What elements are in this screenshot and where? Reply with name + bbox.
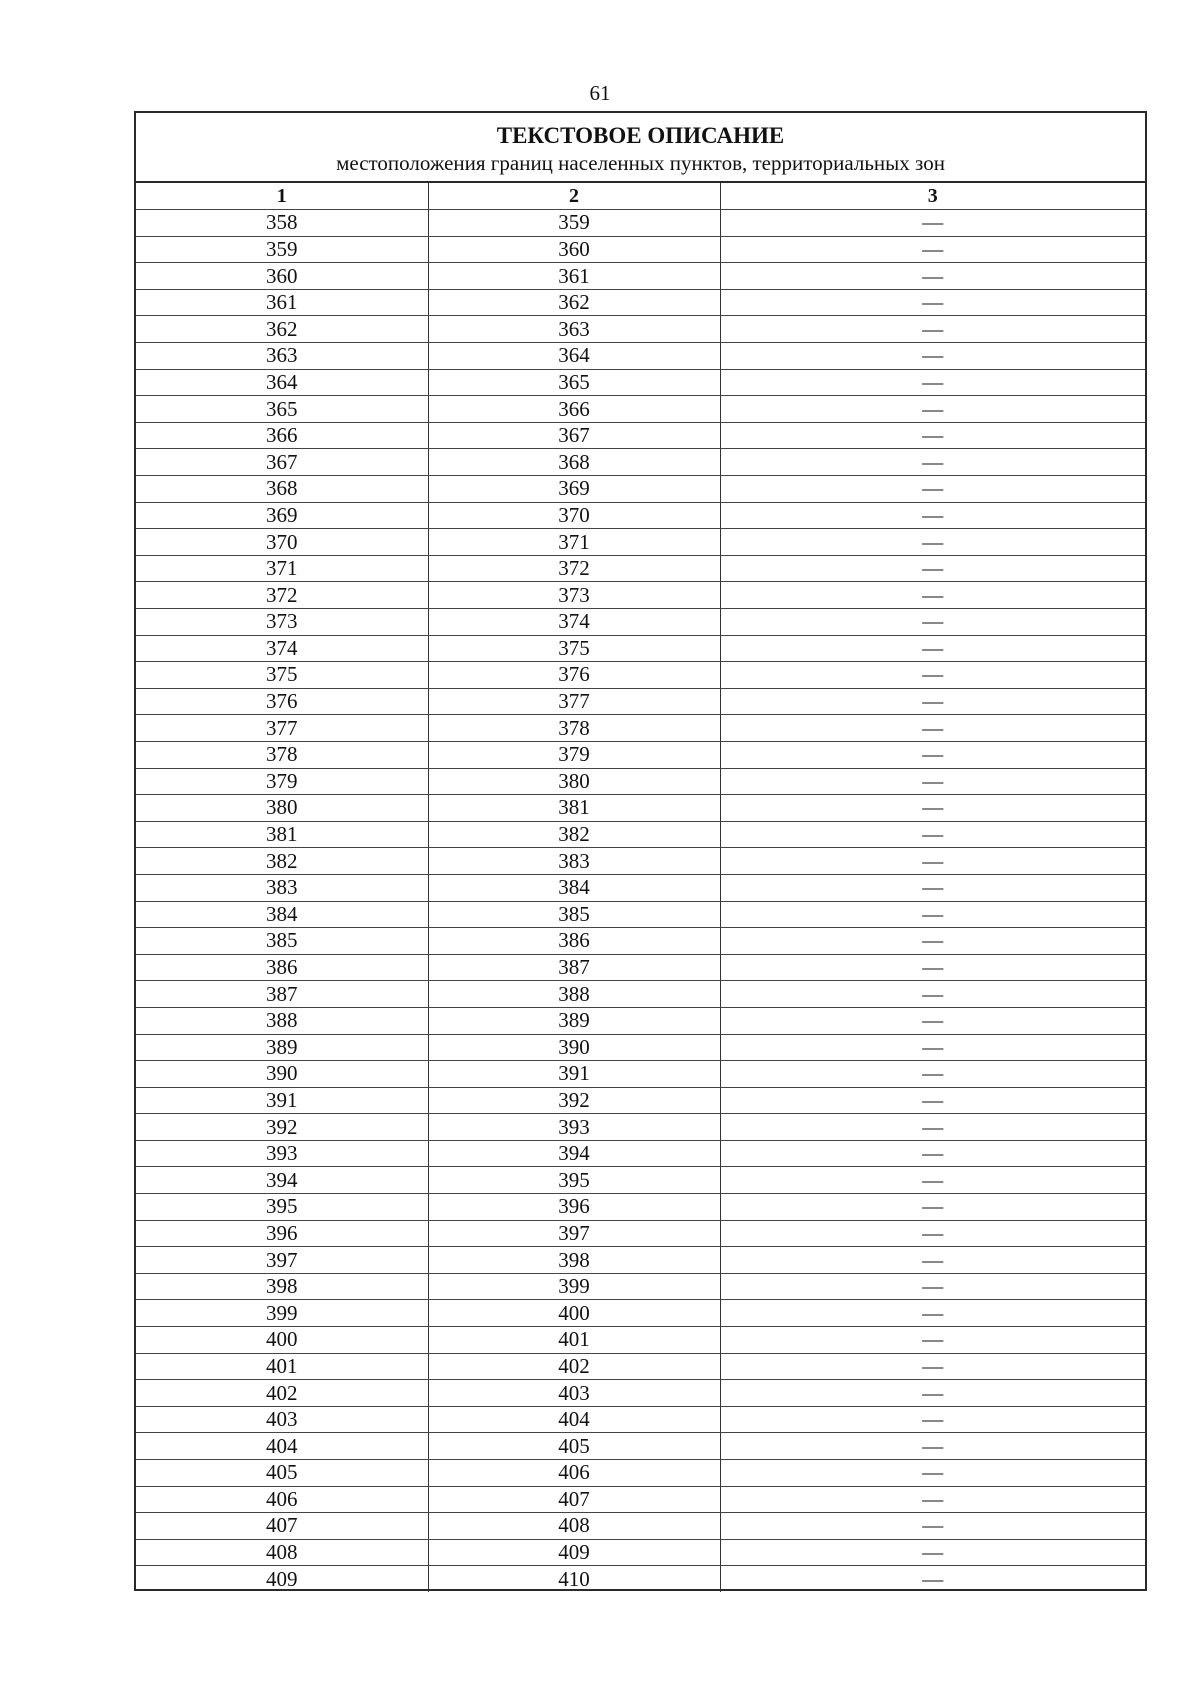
to-point-cell: 364 <box>428 343 720 370</box>
description-cell: — <box>720 1539 1145 1566</box>
description-cell: — <box>720 1406 1145 1433</box>
from-point-cell: 406 <box>136 1486 428 1513</box>
column-header-2: 2 <box>428 183 720 210</box>
to-point-cell: 397 <box>428 1220 720 1247</box>
to-point-cell: 392 <box>428 1087 720 1114</box>
table-row <box>136 449 1145 476</box>
table-row <box>136 1513 1145 1540</box>
column-header-3: 3 <box>720 183 1145 210</box>
to-point-cell: 389 <box>428 1007 720 1034</box>
description-cell: — <box>720 263 1145 290</box>
title-block <box>136 113 1145 183</box>
to-point-cell: 403 <box>428 1380 720 1407</box>
from-point-cell: 402 <box>136 1380 428 1407</box>
description-cell: — <box>720 1353 1145 1380</box>
description-cell: — <box>720 1486 1145 1513</box>
table-row <box>136 768 1145 795</box>
description-cell: — <box>720 1273 1145 1300</box>
from-point-cell: 408 <box>136 1539 428 1566</box>
table-row <box>136 1433 1145 1460</box>
to-point-cell: 377 <box>428 688 720 715</box>
table-row <box>136 1194 1145 1221</box>
document-subtitle: местоположения границ населенных пунктов, территориальных зон <box>336 151 945 175</box>
description-cell: — <box>720 1247 1145 1274</box>
from-point-cell: 407 <box>136 1513 428 1540</box>
table-row <box>136 1539 1145 1566</box>
description-cell: — <box>720 1087 1145 1114</box>
page-number: 61 <box>589 81 611 105</box>
table-row <box>136 688 1145 715</box>
from-point-cell: 397 <box>136 1247 428 1274</box>
description-cell: — <box>720 1220 1145 1247</box>
to-point-cell: 386 <box>428 928 720 955</box>
table-row <box>136 369 1145 396</box>
table-row <box>136 422 1145 449</box>
from-point-cell: 373 <box>136 609 428 636</box>
to-point-cell: 379 <box>428 741 720 768</box>
description-cell: — <box>720 1327 1145 1354</box>
from-point-cell: 387 <box>136 981 428 1008</box>
description-cell: — <box>720 1433 1145 1460</box>
description-cell: — <box>720 741 1145 768</box>
table-row <box>136 1007 1145 1034</box>
description-cell: — <box>720 635 1145 662</box>
table-row <box>136 289 1145 316</box>
to-point-cell: 395 <box>428 1167 720 1194</box>
table-row <box>136 1327 1145 1354</box>
table-row <box>136 795 1145 822</box>
from-point-cell: 372 <box>136 582 428 609</box>
to-point-cell: 407 <box>428 1486 720 1513</box>
from-point-cell: 409 <box>266 1566 298 1591</box>
description-cell: — <box>720 954 1145 981</box>
table-row <box>136 263 1145 290</box>
table-row <box>136 1300 1145 1327</box>
table-row <box>136 1061 1145 1088</box>
from-point-cell: 403 <box>136 1406 428 1433</box>
to-point-cell: 371 <box>428 529 720 556</box>
to-point-cell: 400 <box>428 1300 720 1327</box>
to-point-cell: 399 <box>428 1273 720 1300</box>
table-row <box>136 1406 1145 1433</box>
description-cell: — <box>720 316 1145 343</box>
from-point-cell: 391 <box>136 1087 428 1114</box>
description-cell: — <box>720 928 1145 955</box>
from-point-cell: 370 <box>136 529 428 556</box>
from-point-cell: 371 <box>136 555 428 582</box>
table-row <box>136 1167 1145 1194</box>
from-point-cell: 393 <box>136 1140 428 1167</box>
table-row <box>136 1087 1145 1114</box>
from-point-cell: 377 <box>136 715 428 742</box>
description-cell: — <box>720 715 1145 742</box>
from-point-cell: 385 <box>136 928 428 955</box>
table-row <box>136 874 1145 901</box>
description-cell: — <box>720 582 1145 609</box>
description-cell: — <box>720 1167 1145 1194</box>
table-row <box>136 502 1145 529</box>
boundary-table <box>136 183 1145 1592</box>
table-row <box>136 343 1145 370</box>
description-cell: — <box>720 1460 1145 1487</box>
to-point-cell: 374 <box>428 609 720 636</box>
description-cell: — <box>720 1140 1145 1167</box>
from-point-cell: 369 <box>136 502 428 529</box>
to-point-cell: 406 <box>428 1460 720 1487</box>
description-cell: — <box>720 795 1145 822</box>
to-point-cell: 361 <box>428 263 720 290</box>
description-cell: — <box>720 422 1145 449</box>
description-cell: — <box>720 1566 1145 1593</box>
from-point-cell: 400 <box>136 1327 428 1354</box>
from-point-cell: 405 <box>136 1460 428 1487</box>
to-point-cell: 383 <box>428 848 720 875</box>
description-cell: — <box>720 396 1145 423</box>
description-cell: — <box>720 901 1145 928</box>
description-cell: — <box>720 1034 1145 1061</box>
table-row <box>136 236 1145 263</box>
from-point-cell: 376 <box>136 688 428 715</box>
from-point-cell: 375 <box>136 662 428 689</box>
description-cell: — <box>720 1061 1145 1088</box>
from-point-cell: 374 <box>136 635 428 662</box>
from-point-cell: 367 <box>136 449 428 476</box>
to-point-cell: 365 <box>428 369 720 396</box>
table-row <box>136 210 1145 237</box>
to-point-cell: 381 <box>428 795 720 822</box>
table-row <box>136 396 1145 423</box>
from-point-cell: 396 <box>136 1220 428 1247</box>
table-header-row <box>136 183 1145 210</box>
description-cell: — <box>720 289 1145 316</box>
table-row <box>136 954 1145 981</box>
from-point-cell: 395 <box>136 1194 428 1221</box>
table-row <box>136 1247 1145 1274</box>
column-header-1: 1 <box>136 183 428 210</box>
description-cell: — <box>720 1007 1145 1034</box>
from-point-cell: 386 <box>136 954 428 981</box>
from-point-cell: 392 <box>136 1114 428 1141</box>
from-point-cell: 383 <box>136 874 428 901</box>
to-point-cell: 404 <box>428 1406 720 1433</box>
from-point-cell: 368 <box>136 476 428 503</box>
table-row <box>136 1273 1145 1300</box>
table-row <box>136 901 1145 928</box>
description-cell: — <box>720 874 1145 901</box>
description-cell: — <box>720 1194 1145 1221</box>
description-cell: — <box>720 555 1145 582</box>
from-point-cell: 394 <box>136 1167 428 1194</box>
table-row <box>136 529 1145 556</box>
to-point-cell: 370 <box>428 502 720 529</box>
description-cell: — <box>720 1300 1145 1327</box>
from-point-cell: 404 <box>136 1433 428 1460</box>
description-cell: — <box>720 821 1145 848</box>
to-point-cell: 373 <box>428 582 720 609</box>
description-cell: — <box>720 768 1145 795</box>
table-row <box>136 609 1145 636</box>
to-point-cell: 398 <box>428 1247 720 1274</box>
to-point-cell: 393 <box>428 1114 720 1141</box>
table-row <box>136 848 1145 875</box>
from-point-cell: 378 <box>136 741 428 768</box>
to-point-cell: 360 <box>428 236 720 263</box>
table-row <box>136 928 1145 955</box>
table-row <box>136 1140 1145 1167</box>
to-point-cell: 378 <box>428 715 720 742</box>
table-row <box>136 1353 1145 1380</box>
table-row <box>136 821 1145 848</box>
from-point-cell: 361 <box>136 289 428 316</box>
table-row <box>136 582 1145 609</box>
table-row <box>136 316 1145 343</box>
from-point-cell: 380 <box>136 795 428 822</box>
description-cell: — <box>720 529 1145 556</box>
description-cell: — <box>720 662 1145 689</box>
to-point-cell: 410 <box>428 1566 720 1593</box>
document-title: ТЕКСТОВОЕ ОПИСАНИЕ <box>496 123 785 148</box>
table-row <box>136 981 1145 1008</box>
to-point-cell: 408 <box>428 1513 720 1540</box>
to-point-cell: 391 <box>428 1061 720 1088</box>
to-point-cell: 382 <box>428 821 720 848</box>
description-cell: — <box>720 609 1145 636</box>
table-body <box>136 210 1145 1593</box>
description-cell: — <box>720 343 1145 370</box>
to-point-cell: 384 <box>428 874 720 901</box>
to-point-cell: 359 <box>428 210 720 237</box>
from-point-cell: 401 <box>136 1353 428 1380</box>
from-point-cell: 384 <box>136 901 428 928</box>
to-point-cell: 396 <box>428 1194 720 1221</box>
from-point-cell: 365 <box>136 396 428 423</box>
table-row <box>136 662 1145 689</box>
from-point-cell: 363 <box>136 343 428 370</box>
table-row <box>136 1486 1145 1513</box>
description-cell: — <box>720 1513 1145 1540</box>
to-point-cell: 390 <box>428 1034 720 1061</box>
description-cell: — <box>720 369 1145 396</box>
to-point-cell: 369 <box>428 476 720 503</box>
to-point-cell: 380 <box>428 768 720 795</box>
table-row <box>136 1220 1145 1247</box>
from-point-cell: 362 <box>136 316 428 343</box>
description-cell: — <box>720 1114 1145 1141</box>
to-point-cell: 385 <box>428 901 720 928</box>
from-point-cell: 398 <box>136 1273 428 1300</box>
from-point-cell: 359 <box>136 236 428 263</box>
from-point-cell: 399 <box>136 1300 428 1327</box>
from-point-cell: 381 <box>136 821 428 848</box>
to-point-cell: 368 <box>428 449 720 476</box>
table-row <box>136 715 1145 742</box>
table-row <box>136 1114 1145 1141</box>
description-cell: — <box>720 210 1145 237</box>
to-point-cell: 401 <box>428 1327 720 1354</box>
from-point-cell: 379 <box>136 768 428 795</box>
description-cell: — <box>720 848 1145 875</box>
from-point-cell: 389 <box>136 1034 428 1061</box>
to-point-cell: 375 <box>428 635 720 662</box>
from-point-cell: 358 <box>136 210 428 237</box>
to-point-cell: 372 <box>428 555 720 582</box>
table-row <box>136 635 1145 662</box>
to-point-cell: 402 <box>428 1353 720 1380</box>
to-point-cell: 363 <box>428 316 720 343</box>
table-row <box>136 476 1145 503</box>
from-point-cell: 388 <box>136 1007 428 1034</box>
document-frame <box>134 111 1147 1591</box>
table-row <box>136 1460 1145 1487</box>
description-cell: — <box>720 476 1145 503</box>
to-point-cell: 362 <box>428 289 720 316</box>
table-row <box>136 741 1145 768</box>
description-cell: — <box>720 502 1145 529</box>
description-cell: — <box>720 449 1145 476</box>
table-row <box>136 555 1145 582</box>
from-point-cell: 360 <box>136 263 428 290</box>
description-cell: — <box>720 981 1145 1008</box>
description-cell: — <box>720 688 1145 715</box>
to-point-cell: 387 <box>428 954 720 981</box>
to-point-cell: 367 <box>428 422 720 449</box>
from-point-cell: 366 <box>136 422 428 449</box>
table-row <box>136 1380 1145 1407</box>
from-point-cell: 382 <box>136 848 428 875</box>
description-cell: — <box>720 236 1145 263</box>
to-point-cell: 405 <box>428 1433 720 1460</box>
from-point-cell: 364 <box>136 369 428 396</box>
to-point-cell: 366 <box>428 396 720 423</box>
to-point-cell: 376 <box>428 662 720 689</box>
to-point-cell: 394 <box>428 1140 720 1167</box>
table-row <box>136 1566 1145 1593</box>
description-cell: — <box>720 1380 1145 1407</box>
table-row <box>136 1034 1145 1061</box>
to-point-cell: 388 <box>428 981 720 1008</box>
to-point-cell: 409 <box>428 1539 720 1566</box>
from-point-cell: 390 <box>136 1061 428 1088</box>
